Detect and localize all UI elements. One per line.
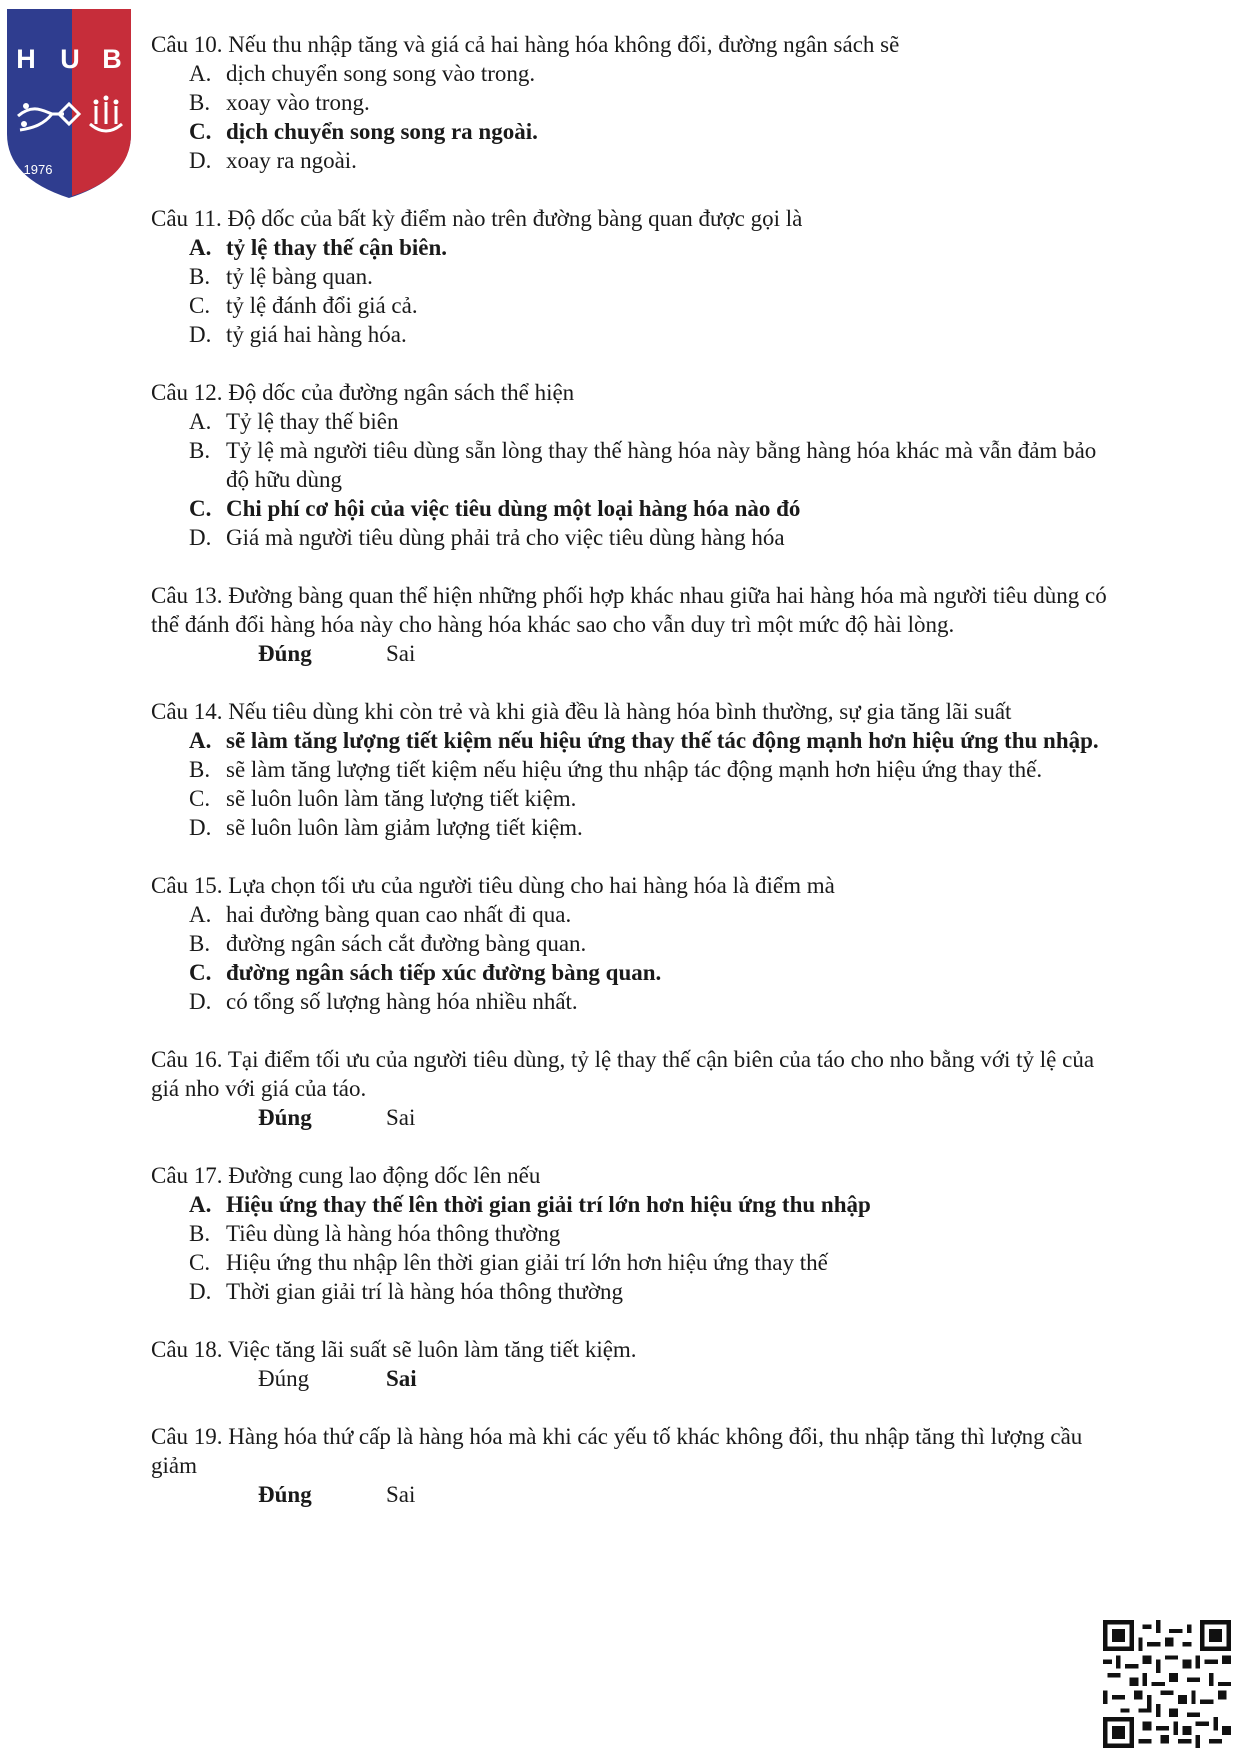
logo-year: 1976	[23, 162, 53, 177]
answer-false-selected: Sai	[386, 1366, 417, 1391]
question-stem: Câu 13. Đường bàng quan thể hiện những phối hợp khác nhau giữa hai hàng hóa mà người tiêu dùng có thể đánh đổi hàng hóa này cho hàng hóa khác sao cho vẫn duy trì một mức độ hài lòng.	[151, 583, 1107, 637]
question-13	[151, 581, 1111, 668]
option-a-correct: A. Hiệu ứng thay thế lên thời gian giải trí lớn hơn hiệu ứng thu nhập	[189, 1192, 871, 1217]
option-d: D. Giá mà người tiêu dùng phải trả cho việc tiêu dùng hàng hóa	[189, 525, 785, 550]
option-a: A. dịch chuyển song song vào trong.	[189, 61, 536, 86]
true-false-row	[151, 1364, 1111, 1393]
question-stem: Câu 16. Tại điểm tối ưu của người tiêu dùng, tỷ lệ thay thế cận biên của táo cho nho bằng với tỷ lệ của giá nho với giá của táo.	[151, 1047, 1095, 1101]
answer-true-selected: Đúng	[258, 641, 312, 666]
question-15	[151, 871, 1111, 1016]
option-d: D. xoay ra ngoài.	[189, 148, 357, 173]
answer-false: Sai	[386, 1482, 416, 1507]
option-c-correct: C. đường ngân sách tiếp xúc đường bàng quan.	[189, 960, 662, 985]
question-stem: Câu 18. Việc tăng lãi suất sẽ luôn làm tăng tiết kiệm.	[151, 1337, 637, 1362]
question-stem: Câu 11. Độ dốc của bất kỳ điểm nào trên đường bàng quan được gọi là	[151, 206, 803, 231]
option-d: D. tỷ giá hai hàng hóa.	[189, 322, 407, 347]
question-17	[151, 1161, 1111, 1306]
logo-letter-b: B	[102, 44, 122, 74]
question-18	[151, 1335, 1111, 1393]
option-c: C. sẽ luôn luôn làm tăng lượng tiết kiệm.	[189, 786, 577, 811]
qr-code	[1103, 1620, 1231, 1748]
option-c: C. tỷ lệ đánh đổi giá cả.	[189, 293, 418, 318]
question-stem: Câu 14. Nếu tiêu dùng khi còn trẻ và khi già đều là hàng hóa bình thường, sự gia tăng lãi suất	[151, 699, 1012, 724]
option-b: B. Tỷ lệ mà người tiêu dùng sẵn lòng thay thế hàng hóa này bằng hàng hóa khác mà vẫn đảm bảo độ hữu dùng	[189, 438, 1097, 492]
option-b: B. sẽ làm tăng lượng tiết kiệm nếu hiệu ứng thu nhập tác động mạnh hơn hiệu ứng thay thế.	[189, 757, 1043, 782]
option-b: B. xoay vào trong.	[189, 90, 370, 115]
question-19	[151, 1422, 1111, 1509]
option-d: D. Thời gian giải trí là hàng hóa thông thường	[189, 1279, 624, 1304]
answer-true-selected: Đúng	[258, 1105, 312, 1130]
option-a: A. Tỷ lệ thay thế biên	[189, 409, 399, 434]
question-stem: Câu 17. Đường cung lao động dốc lên nếu	[151, 1163, 541, 1188]
logo-letter-u: U	[60, 44, 80, 74]
option-b: B. Tiêu dùng là hàng hóa thông thường	[189, 1221, 561, 1246]
question-stem: Câu 19. Hàng hóa thứ cấp là hàng hóa mà khi các yếu tố khác không đổi, thu nhập tăng thì lượng cầu giảm	[151, 1424, 1083, 1478]
question-stem: Câu 12. Độ dốc của đường ngân sách thể hiện	[151, 380, 575, 405]
true-false-row	[151, 639, 1111, 668]
answer-false: Sai	[386, 641, 416, 666]
question-10	[151, 30, 1111, 175]
option-d: D. sẽ luôn luôn làm giảm lượng tiết kiệm.	[189, 815, 583, 840]
option-a-correct: A. sẽ làm tăng lượng tiết kiệm nếu hiệu ứng thay thế tác động mạnh hơn hiệu ứng thu nhập.	[189, 728, 1099, 753]
option-c-correct: C. dịch chuyển song song ra ngoài.	[189, 119, 538, 144]
answer-false: Sai	[386, 1105, 416, 1130]
question-stem: Câu 10. Nếu thu nhập tăng và giá cả hai hàng hóa không đổi, đường ngân sách sẽ	[151, 32, 900, 57]
question-11	[151, 204, 1111, 349]
question-14	[151, 697, 1111, 842]
true-false-row	[151, 1480, 1111, 1509]
option-d: D. có tổng số lượng hàng hóa nhiều nhất.	[189, 989, 578, 1014]
logo-letter-h: H	[16, 44, 36, 74]
option-b: B. tỷ lệ bàng quan.	[189, 264, 373, 289]
answer-true: Đúng	[258, 1366, 310, 1391]
hub-logo	[4, 6, 134, 200]
exam-content	[151, 30, 1111, 1509]
option-b: B. đường ngân sách cắt đường bàng quan.	[189, 931, 587, 956]
option-c: C. Hiệu ứng thu nhập lên thời gian giải trí lớn hơn hiệu ứng thay thế	[189, 1250, 828, 1275]
option-a: A. hai đường bàng quan cao nhất đi qua.	[189, 902, 572, 927]
option-c-correct: C. Chi phí cơ hội của việc tiêu dùng một loại hàng hóa nào đó	[189, 496, 801, 521]
true-false-row	[151, 1103, 1111, 1132]
question-stem: Câu 15. Lựa chọn tối ưu của người tiêu dùng cho hai hàng hóa là điểm mà	[151, 873, 835, 898]
answer-true-selected: Đúng	[258, 1482, 312, 1507]
question-12	[151, 378, 1111, 552]
question-16	[151, 1045, 1111, 1132]
option-a-correct: A. tỷ lệ thay thế cận biên.	[189, 235, 448, 260]
